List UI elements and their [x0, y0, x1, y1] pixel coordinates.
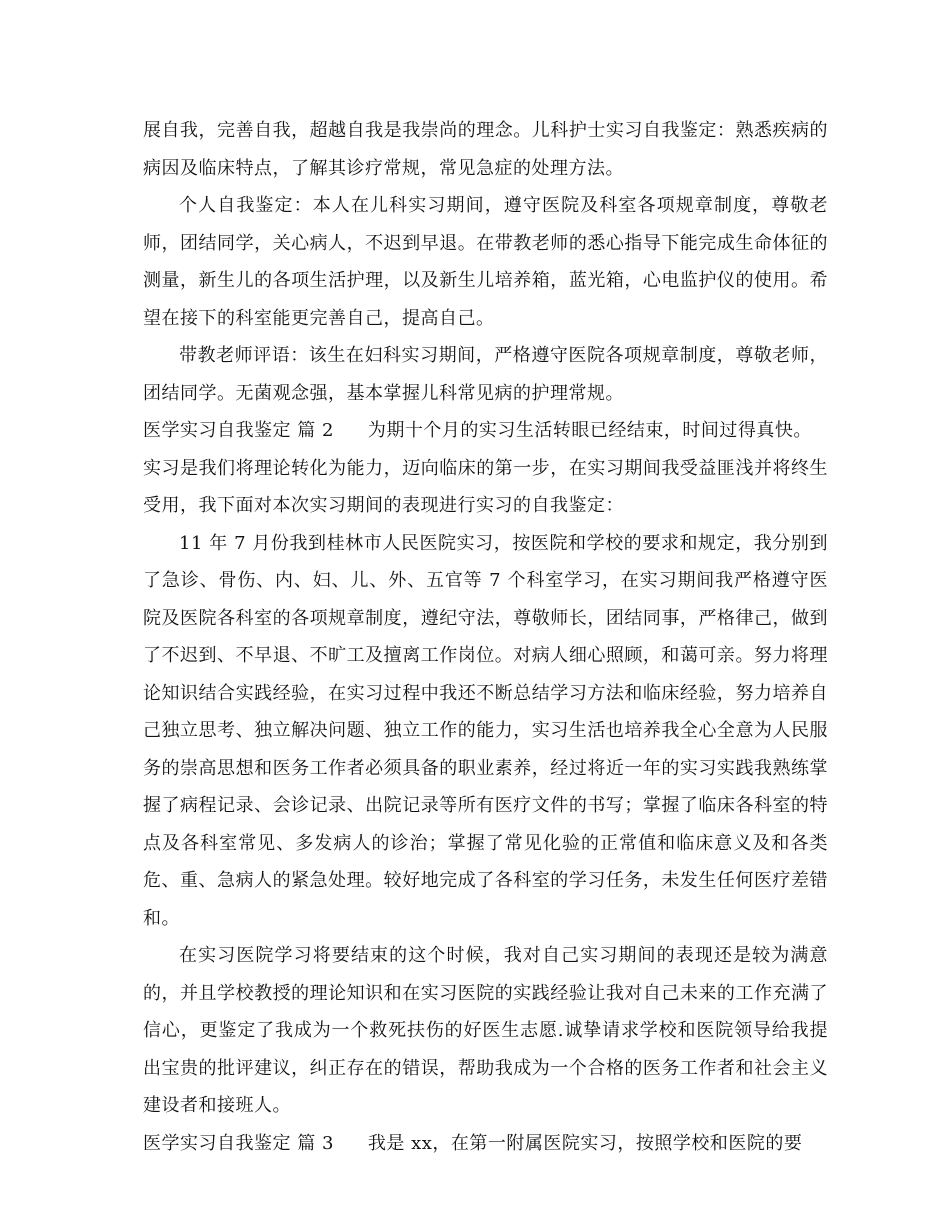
paragraph-teacher-comment: 带教老师评语：该生在妇科实习期间，严格遵守医院各项规章制度，尊敬老师，团结同学。无菌观念强，基本掌握儿科常见病的护理常规。	[143, 345, 828, 404]
section-3-first-line: 我是 xx，在第一附属医院实习，按照学校和医院的要	[367, 1132, 803, 1154]
paragraph-personal-self-evaluation: 个人自我鉴定：本人在儿科实习期间，遵守医院及科室各项规章制度，尊敬老师，团结同学，关心病人，不迟到早退。在带教老师的悉心指导下能完成生命体征的测量，新生儿的各项生活护理，以及新生儿培养箱，蓝光箱，心电监护仪的使用。希望在接下的科室能更完善自己，提高自己。	[143, 195, 828, 329]
paragraph-pediatric-nurse-summary: 展自我，完善自我，超越自我是我崇尚的理念。儿科护士实习自我鉴定：熟悉疾病的病因及临床特点，了解其诊疗常规，常见急症的处理方法。	[143, 120, 828, 179]
section-2-title: 医学实习自我鉴定 篇 2	[143, 420, 334, 441]
paragraph-internship-intro: 实习是我们将理论转化为能力，迈向临床的第一步，在实习期间我受益匪浅并将终生受用，我下面对本次实习期间的表现进行实习的自我鉴定：	[143, 457, 828, 516]
section-2-line	[143, 412, 828, 450]
paragraph-conclusion: 在实习医院学习将要结束的这个时候，我对自己实习期间的表现还是较为满意的，并且学校教授的理论知识和在实习医院的实践经验让我对自己未来的工作充满了信心，更鉴定了我成为一个救死扶伤的好医生志愿.诚挚请求学校和医院领导给我提出宝贵的批评建议，纠正存在的错误，帮助我成为一个合格的医务工作者和社会主义建设者和接班人。	[143, 945, 828, 1116]
document-body	[143, 112, 828, 1162]
section-2-first-line: 为期十个月的实习生活转眼已经结束，时间过得真快。	[367, 420, 812, 441]
section-3-title: 医学实习自我鉴定 篇 3	[143, 1132, 334, 1154]
paragraph-internship-details: 11 年 7 月份我到桂林市人民医院实习，按医院和学校的要求和规定，我分别到了急诊、骨伤、内、妇、儿、外、五官等 7 个科室学习，在实习期间我严格遵守医院及医院各科室的各项规章制度，遵纪守法，尊敬师长，团结同事，严格律己，做到了不迟到、不早退、不旷工及擅离工作岗位。对病人细心照顾，和蔼可亲。努力将理论知识结合实践经验，在实习过程中我还不断总结学习方法和临床经验，努力培养自己独立思考、独立解决问题、独立工作的能力，实习生活也培养我全心全意为人民服务的崇高思想和医务工作者必须具备的职业素养，经过将近一年的实习实践我熟练掌握了病程记录、会诊记录、出院记录等所有医疗文件的书写；掌握了临床各科室的特点及各科室常见、多发病人的诊治；掌握了常见化验的正常值和临床意义及和各类危、重、急病人的紧急处理。较好地完成了各科室的学习任务，未发生任何医疗差错和。	[143, 532, 828, 929]
section-3-line	[143, 1125, 828, 1163]
